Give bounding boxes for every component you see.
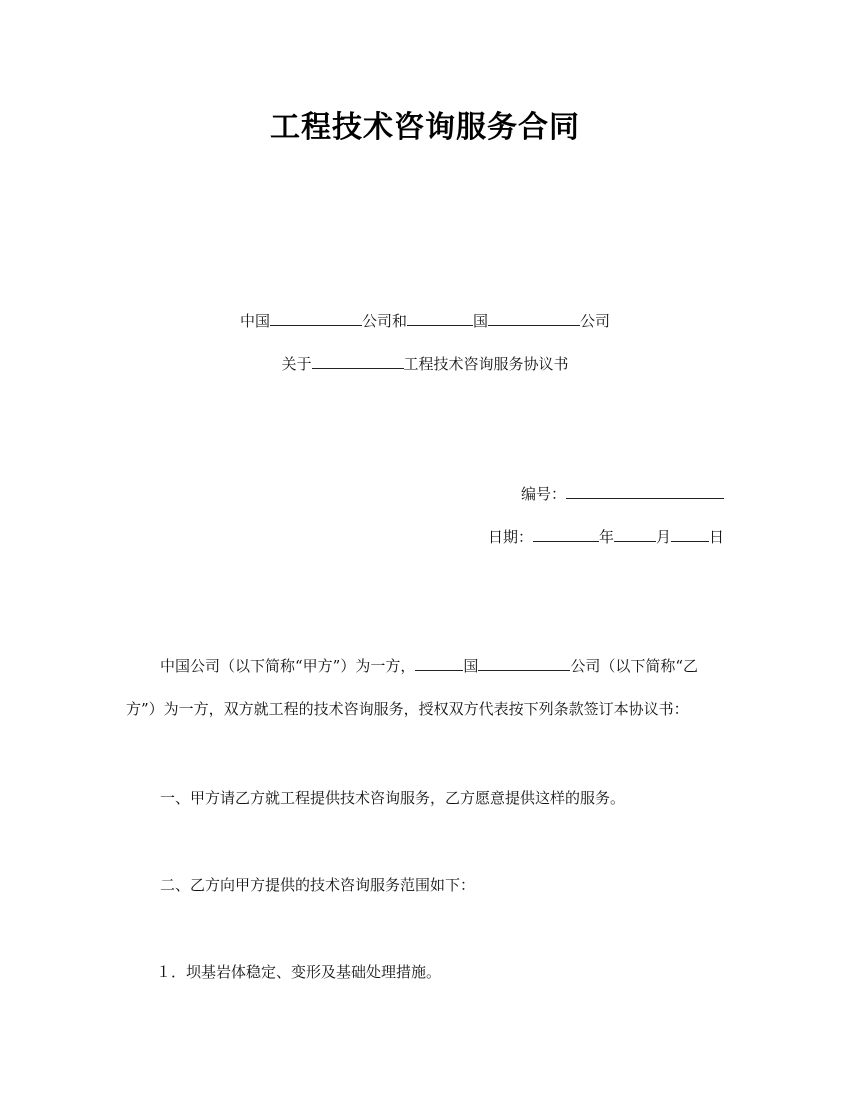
agreement-subtitle-line — [0, 353, 850, 374]
blank-project-name[interactable] — [312, 353, 404, 369]
blank-month[interactable] — [614, 526, 656, 542]
date-month-label: 月 — [655, 528, 671, 546]
blank-day[interactable] — [671, 526, 709, 542]
parties-line — [0, 310, 850, 331]
subtitle-text-about: 关于 — [281, 355, 312, 373]
number-label: 编号： — [520, 485, 566, 503]
date-line — [488, 526, 724, 547]
blank-year[interactable] — [533, 526, 599, 542]
list-item: １．坝基岩体稳定、变形及基础处理措施。 — [156, 963, 442, 981]
parties-text-company-and: 公司和 — [361, 312, 407, 330]
intro-paragraph-line1 — [126, 655, 760, 676]
parties-text-china: 中国 — [239, 312, 270, 330]
date-day-label: 日 — [708, 528, 724, 546]
intro-paragraph-line2: 方”）为一方，双方就工程的技术咨询服务，授权双方代表按下列条款签订本协议书： — [126, 700, 689, 718]
document-title: 工程技术咨询服务合同 — [270, 110, 580, 145]
blank-company-a[interactable] — [270, 310, 362, 326]
parties-text-company: 公司 — [580, 312, 611, 330]
clause-two: 二、乙方向甲方提供的技术咨询服务范围如下： — [160, 876, 476, 894]
intro-text-c: 公司（以下简称“乙 — [570, 657, 699, 675]
blank-intro-company[interactable] — [478, 655, 570, 671]
subtitle-text-agreement: 工程技术咨询服务协议书 — [403, 355, 569, 373]
intro-text-a: 中国公司（以下简称“甲方”）为一方， — [160, 657, 416, 675]
parties-text-country: 国 — [473, 312, 489, 330]
intro-text-b: 国 — [463, 657, 479, 675]
blank-intro-country[interactable] — [415, 655, 463, 671]
number-line — [521, 483, 724, 504]
date-year-label: 年 — [598, 528, 614, 546]
blank-company-b[interactable] — [488, 310, 580, 326]
blank-number[interactable] — [566, 483, 724, 499]
clause-one: 一、甲方请乙方就工程提供技术咨询服务，乙方愿意提供这样的服务。 — [160, 789, 626, 807]
date-label: 日期： — [487, 528, 533, 546]
blank-country[interactable] — [407, 310, 473, 326]
